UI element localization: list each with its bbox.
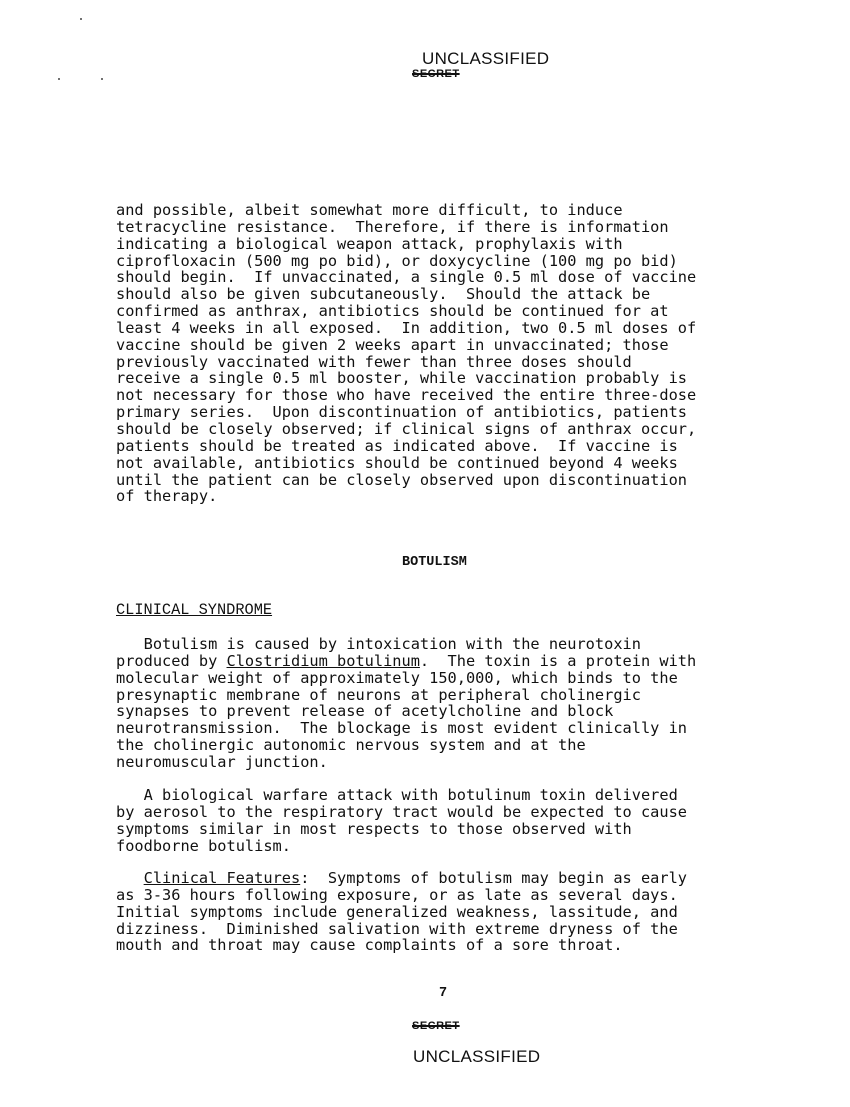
paragraph-clinical-features <box>116 870 806 954</box>
para3-remaining-lines: as 3-36 hours following exposure, or as late as several days. Initial symptoms include generalized weakness, lassitude, and dizziness. Diminished salivation with extreme dryness of the mouth and throat may cause complaints of a sore throat. <box>116 885 678 955</box>
paragraph-biological-warfare: A biological warfare attack with botulinum toxin delivered by aerosol to the respiratory tract would be expected to cause symptoms similar in most respects to those observed with foodborne botulism. <box>116 786 687 855</box>
page-number: 7 <box>439 986 448 1001</box>
para3-line1-post: : Symptoms of botulism may begin as early <box>300 869 688 887</box>
scan-speck <box>101 78 103 80</box>
organism-name: Clostridium botulinum <box>226 651 420 670</box>
paragraph-botulism-intro <box>116 636 806 771</box>
scan-speck <box>80 18 82 20</box>
header-struck-marking: SECRET <box>412 68 460 80</box>
para1-remaining-lines: molecular weight of approximately 150,000, which binds to the presynaptic membrane of neurons at peripheral cholinergic synapses to prevent release of acetylcholine and block neurotransmission. The blockage is most evident clinically in the cholinergic autonomic nervous system and at the neuromuscular junction. <box>116 668 687 771</box>
clinical-features-label: Clinical Features <box>143 869 301 887</box>
para3-indent <box>116 869 144 887</box>
footer-classification: UNCLASSIFIED <box>413 1047 541 1066</box>
para1-line1: Botulism is caused by intoxication with the neurotoxin <box>116 635 641 653</box>
subheading-clinical-syndrome: CLINICAL SYNDROME <box>116 601 273 619</box>
header-classification: UNCLASSIFIED <box>422 49 550 68</box>
para1-line2-post: . The toxin is a protein with <box>419 651 697 670</box>
para1-line2-pre: produced by <box>116 651 227 670</box>
footer-struck-marking: SECRET <box>412 1020 460 1032</box>
section-title: BOTULISM <box>402 555 467 570</box>
scan-speck <box>58 78 60 80</box>
continuation-paragraph: and possible, albeit somewhat more difficult, to induce tetracycline resistance. Therefore, if there is information indicating a biological weapon attack, prophylaxis with ciprofloxacin (500 mg po bid), or doxycycline (100 mg po bid) should begin. If unvaccinated, a single 0.5 ml dose of vaccine should also be given subcutaneously. Should the attack be confirmed as anthrax, antibiotics should be continued for at least 4 weeks in all exposed. In addition, two 0.5 ml doses of vaccine should be given 2 weeks apart in unvaccinated; those previously vaccinated with fewer than three doses should receive a single 0.5 ml booster, while vaccination probably is not necessary for those who have received the entire three-dose primary series. Upon discontinuation of antibiotics, patients should be closely observed; if clinical signs of anthrax occur, patients should be treated as indicated above. If vaccine is not available, antibiotics should be continued beyond 4 weeks until the patient can be closely observed upon discontinuation of therapy. <box>116 201 697 506</box>
